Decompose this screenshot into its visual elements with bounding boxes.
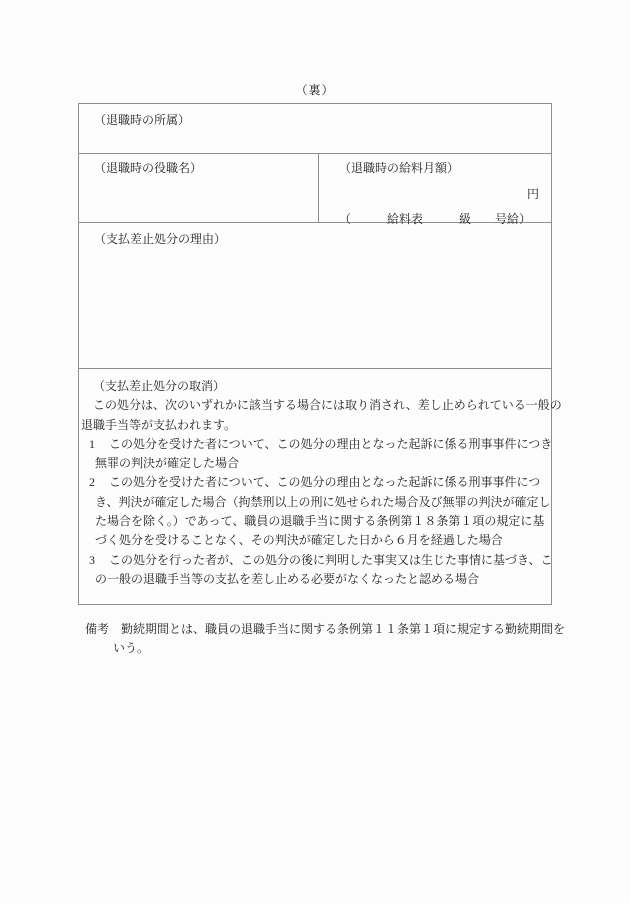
- suspension-reason-cell: [79, 223, 551, 369]
- item-text: この処分を行った者が、この処分の後に判明した事実又は生じた事情に基づき、こ: [109, 552, 553, 567]
- retirement-form-table: [78, 103, 562, 605]
- item-number: 1: [89, 436, 95, 451]
- suspension-reason-label: （支払差止処分の理由）: [94, 232, 227, 246]
- affiliation-cell: [79, 104, 551, 154]
- monthly-salary-cell: [319, 154, 551, 226]
- item-text: この処分を受けた者について、この処分の理由となった起訴に係る刑事事件につ: [109, 475, 541, 490]
- position-title-cell: [79, 154, 319, 222]
- affiliation-label: （退職時の所属）: [94, 113, 191, 127]
- position-title-label: （退職時の役職名）: [94, 161, 203, 175]
- page-side-label: （裏）: [295, 83, 335, 97]
- cancellation-item-1-cont: 無罪の判決が確定した場合: [95, 456, 240, 471]
- position-salary-row: [79, 154, 551, 226]
- note-gap: [109, 620, 121, 639]
- salary-scale-blank-line: （ 給料表 級 号給）: [339, 211, 532, 226]
- monthly-salary-label: （退職時の給料月額）: [339, 161, 460, 175]
- remarks-note: [85, 620, 575, 659]
- item-number: 2: [89, 475, 95, 490]
- cancellation-intro-line: 退職手当等が支払われます。: [81, 417, 237, 432]
- remarks-label: 備考: [85, 622, 110, 636]
- yen-unit-label: 円: [526, 187, 539, 202]
- remarks-text: 勤続期間とは、職員の退職手当に関する条例第１１条第１項に規定する勤続期間を: [121, 622, 566, 636]
- cancellation-item-2: [81, 473, 545, 492]
- cancellation-item-2-cont: き、判決が確定した場合（拘禁刑以上の刑に処せられた場合及び無罪の判決が確定し: [95, 494, 551, 509]
- suspension-cancellation-cell: [79, 369, 562, 604]
- cancellation-item-3-cont: の一般の退職手当等の支払を差し止める必要がなくなったと認める場合: [95, 571, 480, 586]
- remarks-text-cont: いう。: [113, 641, 150, 656]
- item-text: この処分を受けた者について、この処分の理由となった起訴に係る刑事事件につき: [109, 436, 553, 451]
- cancellation-item-3: [81, 551, 553, 570]
- cancellation-item-2-cont: づく処分を受けることなく、その判決が確定した日から６月を経過した場合: [95, 533, 503, 548]
- cancellation-intro-line: この処分は、次のいずれかに該当する場合には取り消され、差し止められている一般の: [93, 398, 562, 413]
- cancellation-label: （支払差止処分の取消）: [93, 379, 226, 393]
- cancellation-item-1: [81, 435, 553, 454]
- cancellation-item-2-cont: た場合を除く。）であって、職員の退職手当に関する条例第１８条第１項の規定に基: [95, 514, 545, 529]
- item-number: 3: [89, 552, 95, 567]
